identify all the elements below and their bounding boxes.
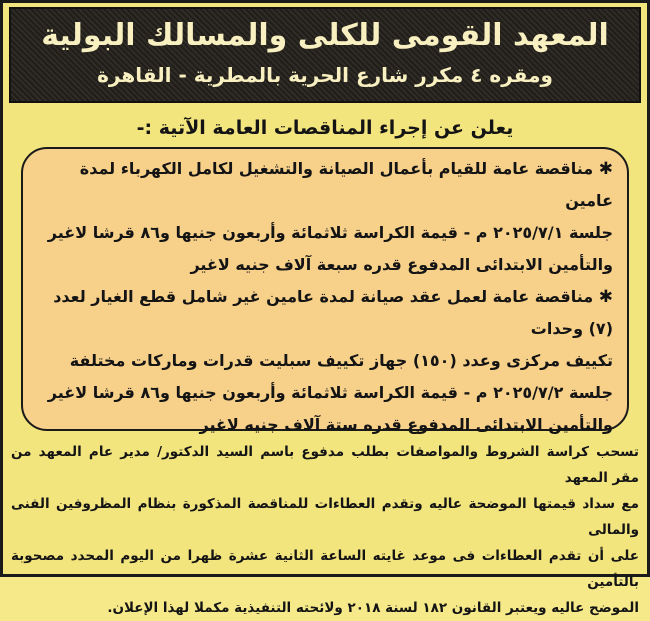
tender-2-line-4: والتأمين الابتدائى المدفوع قدره ستة آلاف جنيه لاغير [199,415,613,434]
terms-line: تسحب كراسة الشروط والمواصفات بطلب مدفوع باسم السيد الدكتور/ مدير عام المعهد من مقر المعهد [11,444,639,486]
tender-2-line-1 [37,281,613,345]
tender-1-line-3: والتأمين الابتدائى المدفوع قدره سبعة آلاف جنيه لاغير [190,255,613,274]
tender-1-line-2: جلسة ٢٠٢٥/٧/١ م - قيمة الكراسة ثلاثمائة وأربعون جنيها و٨٦ قرشا لاغير [47,223,613,242]
bullet-star-icon: ✱ [598,287,613,307]
tender-2-line-1-text: مناقصة عامة لعمل عقد صيانة لمدة عامين غير شامل قطع الغيار لعدد (٧) وحدات [53,287,613,338]
tender-1-line-1-text: مناقصة عامة للقيام بأعمال الصيانة والتشغيل لكامل الكهرباء لمدة عامين [79,159,613,210]
tenders-box [21,147,629,434]
tender-2-line-3: جلسة ٢٠٢٥/٧/٢ م - قيمة الكراسة ثلاثمائة وأربعون جنيها و٨٦ قرشا لاغير [47,383,613,402]
tender-1-line-1 [37,153,613,217]
terms-line: الموضح عاليه ويعتبر القانون ١٨٢ لسنة ٢٠١٨ ولائحته التنفيذية مكملا لهذا الإعلان. [107,600,639,616]
announcement-intro: يعلن عن إجراء المناقصات العامة الآتية :- [136,117,514,139]
terms-line: على أن تقدم العطاءات فى موعد غايته الساعة الثانية عشرة ظهرا من اليوم المحدد مصحوبة بالتأمين [11,548,639,590]
institute-address: ومقره ٤ مكرر شارع الحرية بالمطرية - القاهرة [97,63,553,87]
terms-paragraph [11,439,639,621]
terms-line: مع سداد قيمتها الموضحة عاليه وتقدم العطاءات للمناقصة المذكورة بنظام المظروفين الفنى والمالى [11,496,639,538]
tender-2-line-2: تكييف مركزى وعدد (١٥٠) جهاز تكييف سبليت قدرات وماركات مختلفة [69,351,613,370]
header-banner [9,7,641,103]
institute-title: المعهد القومى للكلى والمسالك البولية [41,18,609,53]
bullet-star-icon: ✱ [598,159,613,179]
